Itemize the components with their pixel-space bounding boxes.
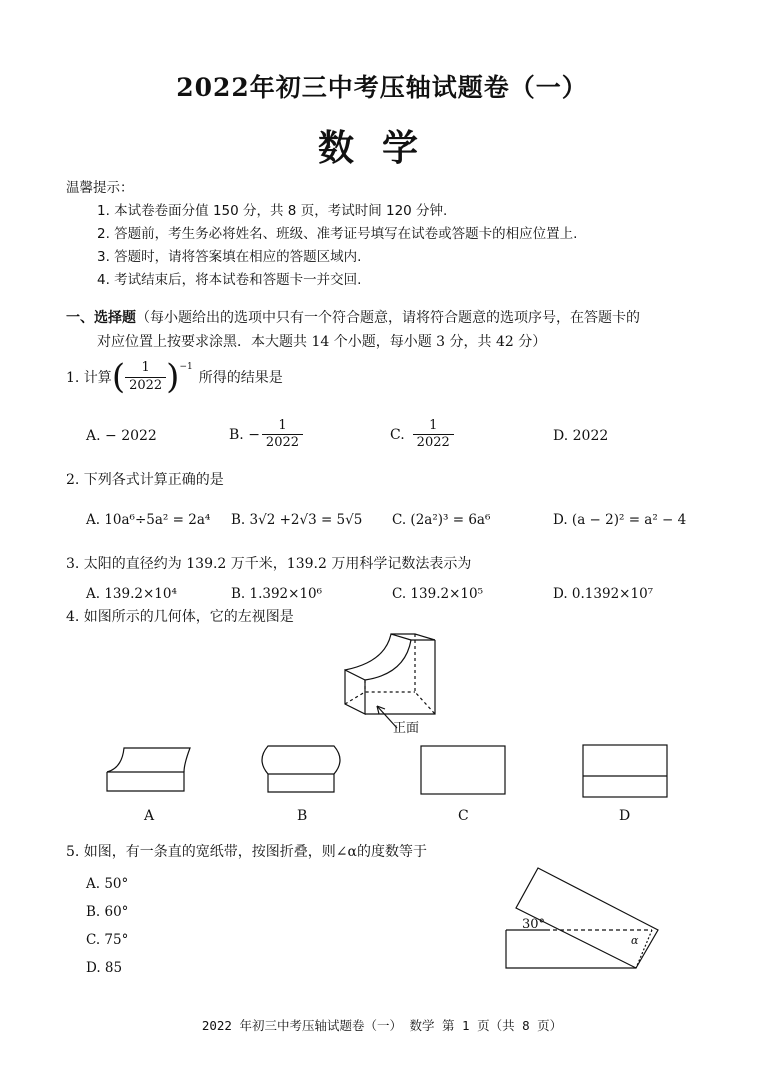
q3-option-c[interactable]: C. 139.2×10⁵: [392, 586, 483, 602]
q4-choice-d-figure[interactable]: [581, 743, 669, 799]
q1-b-fraction: [262, 418, 303, 452]
q1-frac-den: 2022: [125, 377, 166, 394]
page-footer: 2022 年初三中考压轴试题卷（一） 数学 第 1 页（共 8 页）: [201, 1018, 563, 1033]
section-heading-block: [66, 307, 640, 327]
right-paren: ): [166, 357, 180, 397]
q5-alpha-label: α: [631, 934, 639, 947]
q1-fraction: [125, 360, 166, 394]
q4-choice-c-figure[interactable]: [419, 744, 507, 796]
q1-b-den: 2022: [262, 434, 303, 451]
q1-c-num: 1: [429, 418, 438, 433]
q2-option-a[interactable]: A. 10a⁶÷5a² = 2a⁴: [86, 512, 211, 528]
q4-choice-b-figure[interactable]: [258, 744, 344, 796]
question-2-stem: 2. 下列各式计算正确的是: [66, 472, 224, 488]
q2-option-d[interactable]: D. (a − 2)² = a² − 4: [553, 512, 687, 528]
q1-prefix: 1. 计算: [66, 370, 112, 386]
left-paren: (: [111, 357, 126, 397]
q4-label-d: D: [619, 808, 631, 824]
q1-c-fraction: [413, 418, 454, 452]
q4-front-label: 正面: [393, 721, 420, 736]
note-item: 2. 答题前，考生务必将姓名、班级、准考证号填写在试卷或答题卡的相应位置上.: [97, 226, 578, 242]
q1-option-c[interactable]: [390, 418, 454, 452]
q5-option-d[interactable]: D. 85: [86, 960, 123, 976]
q1-option-a[interactable]: A. − 2022: [86, 428, 157, 444]
subject-title: 数学: [317, 127, 446, 169]
q3-option-d[interactable]: D. 0.1392×10⁷: [553, 586, 654, 602]
exam-title: 2022年初三中考压轴试题卷（一）: [176, 73, 588, 102]
q3-option-a[interactable]: A. 139.2×10⁴: [86, 586, 177, 602]
section-desc-line1: （每小题给出的选项中只有一个符合题意，请将符合题意的选项序号，在答题卡的: [136, 310, 640, 326]
q5-angle-label: 30°: [522, 917, 546, 932]
q3-option-b[interactable]: B. 1.392×10⁶: [231, 586, 323, 602]
note-item: 3. 答题时，请将答案填在相应的答题区域内.: [97, 249, 362, 265]
q4-solid-figure: [335, 632, 455, 736]
question-4-stem: 4. 如图所示的几何体，它的左视图是: [66, 609, 294, 625]
q1-frac-num: 1: [141, 360, 150, 376]
q1-suffix: 所得的结果是: [198, 370, 283, 386]
q5-option-b[interactable]: B. 60°: [86, 904, 129, 920]
q1-exponent: −1: [179, 362, 193, 372]
q5-option-c[interactable]: C. 75°: [86, 932, 129, 948]
q1-option-d[interactable]: D. 2022: [553, 428, 609, 444]
q4-label-b: B: [297, 808, 308, 824]
question-3-stem: 3. 太阳的直径约为 139.2 万千米，139.2 万用科学记数法表示为: [66, 556, 472, 572]
section-desc-line2: 对应位置上按要求涂黑．本大题共 14 个小题，每小题 3 分，共 42 分）: [97, 334, 547, 350]
q4-label-a: A: [144, 808, 155, 824]
q1-b-num: 1: [278, 418, 287, 433]
q2-option-c[interactable]: C. (2a²)³ = 6a⁶: [392, 512, 491, 528]
q5-paper-strip-figure: [500, 864, 664, 974]
q1-c-den: 2022: [413, 434, 454, 451]
q1-b-prefix: B. −: [229, 426, 260, 443]
notes-heading: 温馨提示：: [66, 180, 134, 196]
question-1-stem: [66, 357, 283, 397]
q2-option-b[interactable]: B. 3√2 +2√3 = 5√5: [231, 512, 363, 528]
q4-choice-a-figure[interactable]: [104, 744, 192, 794]
note-item: 1. 本试卷卷面分值 150 分，共 8 页，考试时间 120 分钟.: [97, 203, 448, 219]
question-5-stem: 5. 如图，有一条直的宽纸带，按图折叠，则∠α的度数等于: [66, 844, 427, 860]
q4-label-c: C: [458, 808, 469, 824]
q1-c-prefix: C.: [390, 426, 405, 443]
q5-option-a[interactable]: A. 50°: [86, 876, 129, 892]
q1-option-b[interactable]: [229, 418, 303, 452]
note-item: 4. 考试结束后，将本试卷和答题卡一并交回.: [97, 272, 362, 288]
section-heading: 一、选择题: [66, 310, 136, 326]
